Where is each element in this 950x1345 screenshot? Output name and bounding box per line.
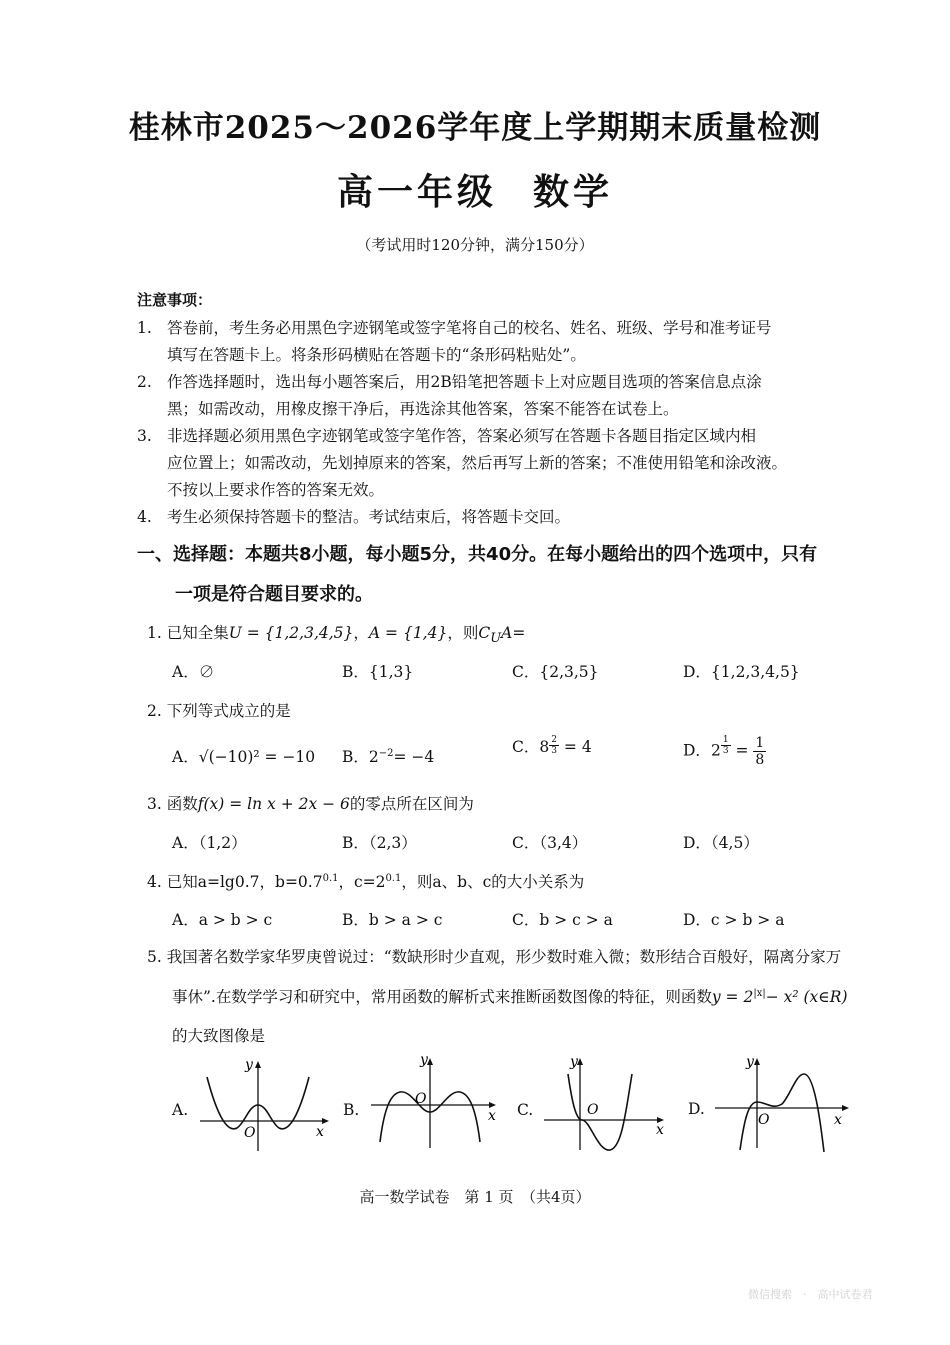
set-a: A = {1,4} (368, 624, 448, 642)
question-1: 1. 已知全集U = {1,2,3,4,5}，A = {1,4}，则$C_UA=$ (147, 624, 526, 647)
q2-option-b: B．$2^{-2}= -4$ (342, 747, 435, 766)
notice-item-3: 3. 非选择题必须用黑色字迹钢笔或签字笔作答，答案必须写在答题卡各题目指定区域内相 (137, 427, 757, 445)
graph-c-x-label: x (656, 1122, 664, 1138)
notice-heading: 注意事项： (137, 291, 213, 309)
graph-a-x-label: x (316, 1124, 324, 1140)
graph-a-y-label: y (245, 1057, 253, 1073)
q4-option-d: D．c > b > a (683, 911, 785, 929)
question-2: 2. 下列等式成立的是 (147, 702, 291, 720)
q5-option-a-label: A. (172, 1101, 189, 1119)
q1-option-b: B．{1,3} (342, 663, 414, 681)
q5-graph-c (540, 1050, 675, 1155)
graph-b-origin-label: O (415, 1091, 427, 1107)
q1-option-c: C．{2,3,5} (512, 663, 599, 681)
question-5-line-2: 事休”.在数学学习和研究中，常用函数的解析式来推断函数图像的特征，则函数$y = 2^{|x|}- x^2$ (x∈R) (172, 987, 848, 1006)
time-info: （考试用时120分钟，满分150分） (356, 236, 594, 254)
q3-option-a: A．（1,2） (172, 834, 247, 852)
notice-item-2-line-2: 黑；如需改动，用橡皮擦干净后，再选涂其他答案，答案不能答在试卷上。 (167, 400, 679, 418)
q1-option-a: A．∅ (172, 663, 215, 681)
section-1-heading-line-2: 一项是符合题目要求的。 (175, 584, 373, 605)
graph-a-origin-label: O (244, 1125, 256, 1141)
q5-graph-b (368, 1050, 508, 1150)
q1-option-d: D．{1,2,3,4,5} (683, 663, 800, 681)
graph-b-y-label: y (420, 1052, 428, 1068)
universal-set: U = {1,2,3,4,5} (228, 624, 354, 642)
q5-option-c-label: C. (517, 1101, 534, 1119)
function-expression: f(x) = ln x + 2x − 6 (197, 795, 350, 813)
question-5: 5. 我国著名数学家华罗庚曾说过：“数缺形时少直观，形少数时难入微；数形结合百般好，隔离分家万 (147, 948, 842, 966)
q3-option-c: C．（3,4） (512, 834, 588, 852)
grade-subject (0, 164, 950, 215)
exam-title: 桂林市2025～2026学年度上学期期末质量检测 (128, 110, 822, 146)
watermark: 微信搜索 · 高中试卷君 (748, 1288, 873, 1301)
q2-option-a: A．√(−10)² = −10 (172, 748, 316, 766)
page-footer: 高一数学试卷 第 1 页 （共4页） (359, 1188, 591, 1206)
grade-label: 高一年级 (336, 171, 497, 213)
notice-item-3-line-2: 应位置上；如需改动，先划掉原来的答案，然后再写上新的答案；不准使用铅笔和涂改液。 (167, 454, 788, 472)
notice-item-3-line-3: 不按以上要求作答的答案无效。 (167, 481, 385, 499)
graph-d-x-label: x (834, 1112, 842, 1128)
q3-option-d: D．（4,5） (683, 834, 759, 852)
q3-option-b: B．（2,3） (342, 834, 417, 852)
question-5-line-3: 的大致图像是 (172, 1027, 266, 1045)
q4-option-c: C．b > c > a (512, 911, 613, 929)
q5-graph-a (195, 1055, 340, 1155)
notice-item-1-line-2: 填写在答题卡上。将条形码横贴在答题卡的“条形码粘贴处”。 (167, 346, 586, 364)
q2-option-d: D．2 $\frac{1}{3}$ = $\frac{1}{8}$ (683, 735, 765, 768)
notice-item-2: 2. 作答选择题时，选出每小题答案后，用2B铅笔把答题卡上对应题目选项的答案信息点涂 (137, 373, 762, 391)
notice-item-1: 1. 答卷前，考生务必用黑色字迹钢笔或签字笔将自己的校名、姓名、班级、学号和准考证号 (137, 319, 772, 337)
q5-option-d-label: D. (688, 1100, 705, 1118)
graph-c-origin-label: O (587, 1102, 599, 1118)
graph-d-origin-label: O (758, 1112, 770, 1128)
question-3: 3. 函数f(x) = ln x + 2x − 6的零点所在区间为 (147, 795, 474, 813)
question-4: 4. 已知a=lg0.7，$b=0.7^{0.1}$，$c=2^{0.1}$，则a、b、c的大小关系为 (147, 872, 585, 891)
q4-option-b: B．b > a > c (342, 911, 443, 929)
subject-label: 数学 (533, 171, 614, 213)
q5-option-b-label: B. (343, 1101, 360, 1119)
graph-c-y-label: y (570, 1054, 578, 1070)
graph-d-y-label: y (746, 1054, 754, 1070)
section-1-heading: 一、选择题：本题共8小题，每小题5分，共40分。在每小题给出的四个选项中，只有 (137, 544, 818, 565)
notice-item-4: 4. 考生必须保持答题卡的整洁。考试结束后，将答题卡交回。 (137, 508, 571, 526)
q2-option-c: C．8 $\frac{2}{3}$ = 4 (512, 735, 592, 756)
graph-b-x-label: x (488, 1108, 496, 1124)
q4-option-a: A．a > b > c (172, 911, 273, 929)
q5-graph-d (710, 1050, 855, 1155)
